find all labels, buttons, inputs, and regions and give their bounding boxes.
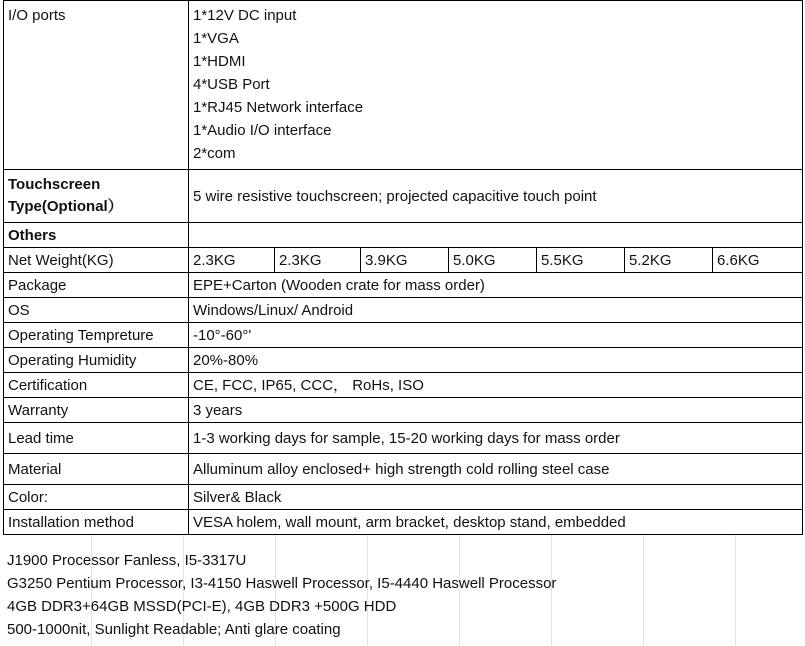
package-label[interactable]: Package — [4, 273, 189, 298]
net-weight-cell[interactable]: 5.5KG — [537, 248, 625, 273]
io-port-item: 1*Audio I/O interface — [193, 122, 332, 139]
temperature-value[interactable]: -10°-60°' — [189, 323, 803, 348]
humidity-value[interactable]: 20%-80% — [189, 348, 803, 373]
lead-time-label[interactable]: Lead time — [4, 423, 189, 454]
net-weight-cell[interactable]: 3.9KG — [361, 248, 449, 273]
others-label[interactable]: Others — [4, 223, 189, 248]
io-port-item: 1*HDMI — [193, 53, 246, 70]
warranty-value[interactable]: 3 years — [189, 398, 803, 423]
io-port-item: 4*USB Port — [193, 76, 270, 93]
touchscreen-value[interactable]: 5 wire resistive touchscreen; projected capacitive touch point — [189, 170, 803, 223]
footer-line[interactable]: G3250 Pentium Processor, I3-4150 Haswell Processor, I5-4440 Haswell Processor — [7, 575, 557, 592]
installation-label[interactable]: Installation method — [4, 510, 189, 535]
row-others — [4, 223, 803, 248]
material-value[interactable]: Alluminum alloy enclosed+ high strength cold rolling steel case — [189, 454, 803, 485]
os-label[interactable]: OS — [4, 298, 189, 323]
certification-label[interactable]: Certification — [4, 373, 189, 398]
io-ports-label[interactable]: I/O ports — [4, 1, 189, 170]
row-certification — [4, 373, 803, 398]
row-net-weight — [4, 248, 803, 273]
net-weight-cell[interactable]: 2.3KG — [275, 248, 361, 273]
lead-time-value[interactable]: 1-3 working days for sample, 15-20 working days for mass order — [189, 423, 803, 454]
warranty-label[interactable]: Warranty — [4, 398, 189, 423]
installation-value[interactable]: VESA holem, wall mount, arm bracket, desktop stand, embedded — [189, 510, 803, 535]
row-os — [4, 298, 803, 323]
certification-value[interactable]: CE, FCC, IP65, CCC， RoHs, ISO — [189, 373, 803, 398]
footer-line[interactable]: 4GB DDR3+64GB MSSD(PCI-E), 4GB DDR3 +500G HDD — [7, 598, 397, 615]
touchscreen-label-line2: Type(Optional） — [8, 198, 123, 215]
footer-line[interactable]: 500-1000nit, Sunlight Readable; Anti glare coating — [7, 621, 341, 638]
io-port-item: 1*RJ45 Network interface — [193, 99, 364, 116]
io-port-item: 2*com — [193, 145, 236, 162]
row-installation — [4, 510, 803, 535]
net-weight-cell[interactable]: 6.6KG — [713, 248, 803, 273]
row-io-ports — [4, 1, 803, 170]
humidity-label[interactable]: Operating Humidity — [4, 348, 189, 373]
row-humidity — [4, 348, 803, 373]
os-value[interactable]: Windows/Linux/ Android — [189, 298, 803, 323]
material-label[interactable]: Material — [4, 454, 189, 485]
footer-notes — [7, 549, 797, 641]
net-weight-label[interactable]: Net Weight(KG) — [4, 248, 189, 273]
row-package — [4, 273, 803, 298]
others-value[interactable] — [189, 223, 803, 248]
row-temperature — [4, 323, 803, 348]
row-warranty — [4, 398, 803, 423]
package-value[interactable]: EPE+Carton (Wooden crate for mass order) — [189, 273, 803, 298]
spec-table — [3, 0, 803, 535]
temperature-label[interactable]: Operating Tempreture — [4, 323, 189, 348]
touchscreen-label-line1: Touchscreen — [8, 176, 101, 193]
net-weight-cell[interactable]: 5.0KG — [449, 248, 537, 273]
net-weight-cell[interactable]: 2.3KG — [189, 248, 275, 273]
net-weight-cell[interactable]: 5.2KG — [625, 248, 713, 273]
io-ports-value[interactable] — [189, 1, 803, 170]
touchscreen-label[interactable] — [4, 170, 189, 223]
row-touchscreen — [4, 170, 803, 223]
row-material — [4, 454, 803, 485]
color-value[interactable]: Silver& Black — [189, 485, 803, 510]
io-port-item: 1*VGA — [193, 30, 239, 47]
row-color — [4, 485, 803, 510]
footer-line[interactable]: J1900 Processor Fanless, I5-3317U — [7, 552, 247, 569]
color-label[interactable]: Color: — [4, 485, 189, 510]
row-lead-time — [4, 423, 803, 454]
io-port-item: 1*12V DC input — [193, 7, 297, 24]
